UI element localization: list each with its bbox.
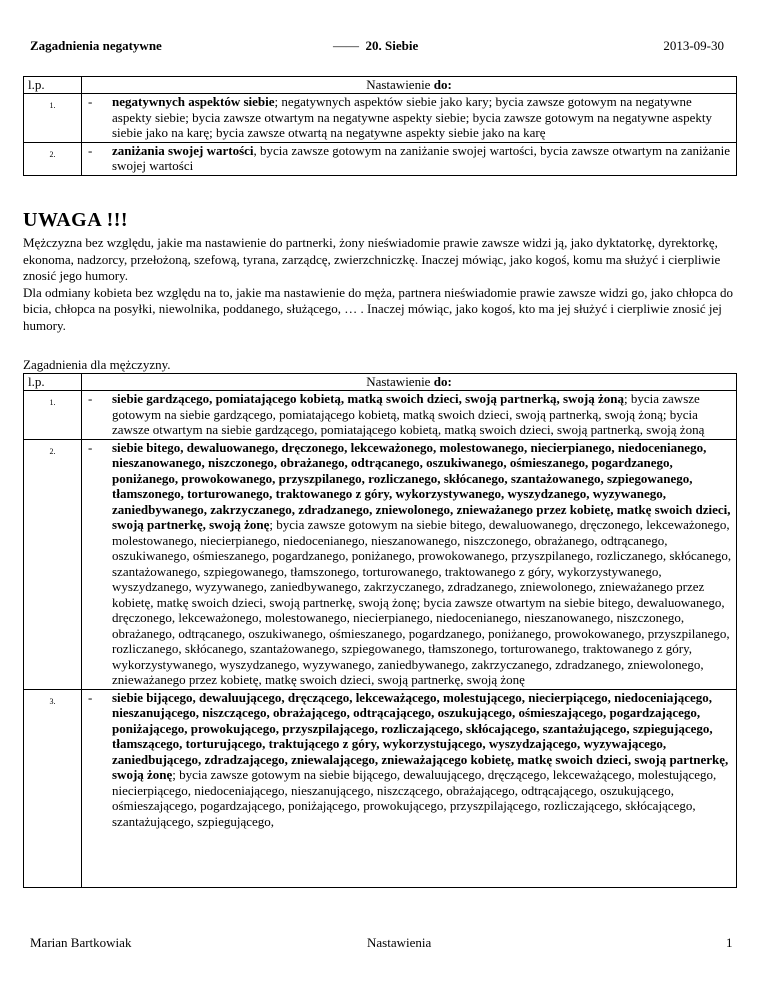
row-number: 3. [24,689,82,887]
table-row [24,94,737,143]
row-dash: - [82,439,107,689]
row-text: siebie gardzącego, pomiatającego kobietą, matką swoich dzieci, swoją partnerką, swoją żoną; bycia zawsze gotowym na siebie gardzącego, pomiatającego kobietą, matką swoich dzieci, swoją partnerką, swoją żoną; bycia zawsze otwartym na siebie gardzącego, pomiatającego kobietą, matką swoich dzieci, swoją partnerką, swoją żoną [106,391,737,440]
column-header-lp: l.p. [24,374,82,391]
row-number: 2. [24,142,82,175]
column-header-lp: l.p. [24,77,82,94]
row-text: negatywnych aspektów siebie; negatywnych aspektów siebie jako kary; bycia zawsze gotowym na negatywne aspekty siebie; bycia zawsze otwartym na negatywne aspekty siebie; bycia zawsze gotowym na negatywne aspekty siebie jako na karę; bycia zawsze otwartą na negatywne aspekty siebie jako na karę [106,94,737,143]
column-header-attitude: Nastawienie do: [82,374,737,391]
header-title: 20. Siebie [365,38,419,53]
row-dash: - [82,142,107,175]
table-row [24,689,737,887]
men-topics-heading: Zagadnienia dla mężczyzny. [23,357,171,372]
row-number: 1. [24,94,82,143]
header-date: 2013-09-30 [663,38,724,53]
row-dash: - [82,689,107,887]
table-header-row [24,374,737,391]
warning-paragraph: Mężczyzna bez względu, jakie ma nastawienie do partnerki, żony nieświadomie prawie zawsze widzi ją, jako dyktatorkę, dyrektorkę, ekonoma, nadzorcy, przełożoną, szefową, tyrana, zarządcę, zwierzchniczkę. Inaczej mówiąc, jako kogoś, komu ma służyć i cierpliwie znosić jego humory. [23,235,721,283]
footer-page-number: 1 [726,935,733,950]
table-row [24,391,737,440]
table-negative-topics [23,76,737,176]
table-row [24,439,737,689]
row-text: siebie bitego, dewaluowanego, dręczonego, lekceważonego, molestowanego, niecierpianego, niedocenianego, nieszanowanego, niszczonego, obrażanego, odtrącanego, oszukiwanego, ośmieszanego, pogardzanego, poniżanego, prowokowanego, przyszpilanego, rozliczanego, skłócanego, szantażowanego, szpiegowanego, tłamszonego, torturowanego, traktowanego z góry, wykorzystywanego, wyszydzanego, wyzywanego, zaniedbywanego, zakrzyczanego, zdradzanego, zniewolonego, znieważanego przez kobietę, matkę swoich dzieci, swoją partnerkę, swoją żonę; bycia zawsze gotowym na siebie bitego, dewaluowanego, dręczonego, lekceważonego, molestowanego, niecierpianego, niedocenianego, nieszanowanego, niszczonego, obrażanego, odtrącanego, oszukiwanego, ośmieszanego, pogardzanego, poniżanego, prowokowanego, przyszpilanego, rozliczanego, skłócanego, szantażowanego, szpiegowanego, tłamszonego, torturowanego, traktowanego z góry, wykorzystywanego, wyszydzanego, wyzywanego, zaniedbywanego, zakrzyczanego, zdradzanego, zniewolonego, znieważanego przez kobietę, matkę swoich dzieci, swoją partnerkę, swoją żonę; bycia zawsze otwartym na siebie bitego, dewaluowanego, dręczonego, lekceważonego, molestowanego, niecierpianego, niedocenianego, nieszanowanego, niszczonego, obrażanego, odtrącanego, oszukiwanego, ośmieszanego, pogardzanego, poniżanego, prowokowanego, przyszpilanego, rozliczanego, skłócanego, szantażowanego, szpiegowanego, tłamszonego, torturowanego, traktowanego z góry, wykorzystywanego, wyszydzanego, wyzywanego, zaniedbywanego, zakrzyczanego, zdradzanego, zniewolonego, znieważanego przez kobietę, matkę swoich dzieci, swoją partnerkę, swoją żonę [106,439,737,689]
warning-title: UWAGA !!! [23,209,129,231]
header-left: Zagadnienia negatywne [30,38,162,53]
row-number: 1. [24,391,82,440]
warning-paragraph: Dla odmiany kobieta bez względu na to, jakie ma nastawienie do męża, partnera nieświadomie prawie zawsze widzi go, jako chłopca do bicia, chłopca na posyłki, niewolnika, poddanego, służącego, … . Inaczej mówiąc, jako kogoś, kto ma jej służyć i cierpliwie znosić jej humory. [23,284,734,333]
footer-title: Nastawienia [367,935,432,950]
table-men-topics [23,373,737,888]
table-row [24,142,737,175]
footer-author: Marian Bartkowiak [30,935,132,950]
row-number: 2. [24,439,82,689]
row-text: zaniżania swojej wartości, bycia zawsze gotowym na zaniżanie swojej wartości, bycia zawsze otwartym na zaniżanie swojej wartości [106,142,737,175]
row-text: siebie bijącego, dewaluującego, dręczącego, lekceważącego, molestującego, niecierpiącego, niedoceniającego, nieszanującego, niszczącego, obrażającego, odtrącającego, oszukującego, ośmieszającego, pogardzającego, poniżającego, prowokującego, przyszpilającego, rozliczającego, skłócającego, szantażującego, szpiegującego, tłamszącego, torturującego, traktującego z góry, wykorzystującego, wyszydzającego, wyzywającego, zaniedbującego, zdradzającego, zniewalającego, znieważającego kobietę, matkę swoich dzieci, swoją partnerkę, swoją żonę; bycia zawsze gotowym na siebie bijącego, dewaluującego, dręczącego, lekceważącego, molestującego, niecierpiącego, niedoceniającego, nieszanującego, niszczącego, obrażającego, odtrącającego, oszukującego, ośmieszającego, pogardzającego, poniżającego, prowokującego, przyszpilającego, rozliczającego, skłócającego, szantażującego, szpiegującego, [106,689,737,887]
warning-body [23,235,743,334]
header-dash: —— [333,38,359,53]
header-center [333,38,418,54]
column-header-attitude: Nastawienie do: [82,77,737,94]
table-header-row [24,77,737,94]
row-dash: - [82,94,107,143]
row-dash: - [82,391,107,440]
